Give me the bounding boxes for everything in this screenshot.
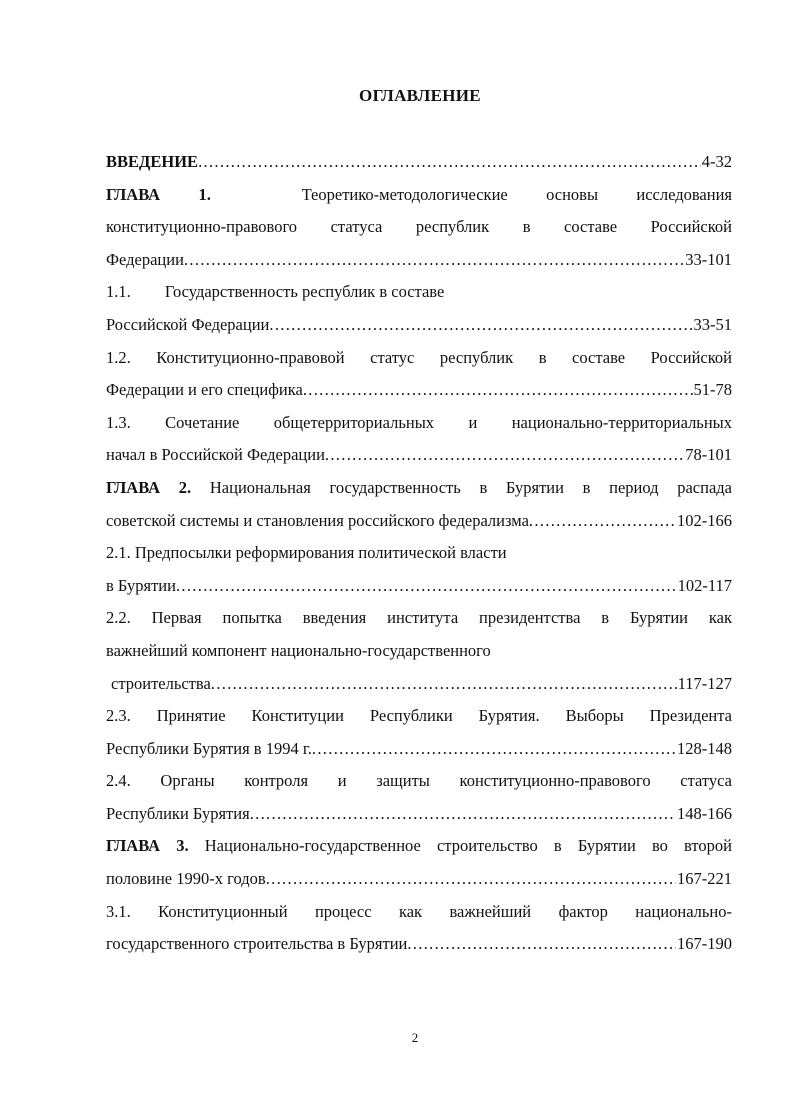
toc-entry-1-1-line2[interactable] bbox=[106, 309, 732, 342]
s24-pages: 148-166 bbox=[677, 803, 732, 823]
ch1-pages: 33-101 bbox=[685, 249, 732, 269]
toc-entry-ch1-line2 bbox=[106, 211, 732, 244]
s13-title: 1.3. Сочетание общетерриториальных и национально-территориальных bbox=[106, 412, 732, 432]
s24-title: 2.4. Органы контроля и защиты конституционно-правового статуса bbox=[106, 771, 732, 791]
dot-leader bbox=[211, 668, 677, 701]
table-of-contents bbox=[106, 146, 732, 961]
s23-pages: 128-148 bbox=[677, 738, 732, 758]
toc-entry-2-1-line2[interactable] bbox=[106, 570, 732, 603]
toc-entry-1-3-line2[interactable] bbox=[106, 439, 732, 472]
toc-entry-ch2-line1[interactable] bbox=[106, 472, 732, 505]
s21-title-end: в Бурятии bbox=[106, 575, 176, 595]
ch2-heading-end: советской системы и становления российского федерализма bbox=[106, 510, 529, 530]
toc-entry-intro[interactable] bbox=[106, 146, 732, 179]
toc-entry-2-3-line1[interactable] bbox=[106, 700, 732, 733]
s31-title: 3.1. Конституционный процесс как важнейший фактор национально- bbox=[106, 901, 732, 921]
s22-title-cont: важнейший компонент национально-государственного bbox=[106, 640, 491, 660]
s12-title: 1.2. Конституционно-правовой статус республик в составе Российской bbox=[106, 347, 732, 367]
toc-entry-2-4-line1[interactable] bbox=[106, 765, 732, 798]
s22-pages: 117-127 bbox=[677, 673, 732, 693]
ch2-heading: Национальная государственность в Бурятии в период распада bbox=[209, 477, 732, 497]
dot-leader bbox=[407, 928, 676, 961]
intro-pages: 4-32 bbox=[701, 152, 732, 171]
toc-entry-2-2-line1[interactable] bbox=[106, 602, 732, 635]
s23-title: 2.3. Принятие Конституции Республики Бурятия. Выборы Президента bbox=[106, 706, 732, 726]
dot-leader bbox=[312, 733, 676, 766]
ch3-heading-end: половине 1990-х годов bbox=[106, 869, 266, 889]
toc-entry-ch2-line2[interactable] bbox=[106, 505, 732, 538]
s12-pages: 51-78 bbox=[693, 380, 732, 400]
toc-entry-1-3-line1[interactable] bbox=[106, 407, 732, 440]
dot-leader bbox=[176, 570, 677, 603]
toc-entry-1-2-line2[interactable] bbox=[106, 374, 732, 407]
s11-title-end: Российской Федерации bbox=[106, 314, 270, 334]
s31-title-end: государственного строительства в Бурятии bbox=[106, 934, 408, 954]
dot-leader bbox=[198, 146, 701, 179]
ch3-heading: Национально-государственное строительство в Бурятии во второй bbox=[204, 836, 732, 856]
dot-leader bbox=[269, 309, 692, 342]
dot-leader bbox=[184, 244, 684, 277]
toc-entry-1-2-line1[interactable] bbox=[106, 342, 732, 375]
s24-title-end: Республики Бурятия bbox=[106, 803, 250, 823]
s31-pages: 167-190 bbox=[677, 934, 732, 954]
dot-leader bbox=[250, 798, 676, 831]
s13-pages: 78-101 bbox=[685, 445, 732, 465]
ch1-heading-cont: конституционно-правового статуса республик в составе Российской bbox=[106, 217, 732, 237]
s13-title-end: начал в Российской Федерации bbox=[106, 445, 325, 465]
ch1-label: ГЛАВА 1. bbox=[106, 184, 211, 204]
toc-entry-ch3-line1[interactable] bbox=[106, 830, 732, 863]
s12-title-end: Федерации и его специфика bbox=[106, 380, 303, 400]
s21-pages: 102-117 bbox=[677, 575, 732, 595]
dot-leader bbox=[325, 439, 684, 472]
toc-entry-1-1-line1[interactable] bbox=[106, 276, 732, 309]
toc-entry-3-1-line2[interactable] bbox=[106, 928, 732, 961]
toc-entry-2-4-line2[interactable] bbox=[106, 798, 732, 831]
toc-entry-2-2-line3[interactable] bbox=[106, 668, 732, 701]
ch3-pages: 167-221 bbox=[677, 869, 732, 889]
s21-title: 2.1. Предпосылки реформирования политической власти bbox=[106, 543, 507, 563]
s22-title: 2.2. Первая попытка введения института президентства в Бурятии как bbox=[106, 608, 732, 628]
ch3-label: ГЛАВА 3. bbox=[106, 836, 189, 856]
toc-entry-2-2-line2 bbox=[106, 635, 732, 668]
ch2-pages: 102-166 bbox=[677, 510, 732, 530]
dot-leader bbox=[303, 374, 693, 407]
s22-title-end: строительства bbox=[111, 673, 211, 693]
toc-entry-2-1-line1[interactable] bbox=[106, 537, 732, 570]
ch2-label: ГЛАВА 2. bbox=[106, 477, 192, 497]
s11-title: Государственность республик в составе bbox=[164, 282, 445, 302]
s11-number: 1.1. bbox=[106, 282, 131, 302]
ch1-heading: Теоретико-методологические основы исследования bbox=[301, 184, 732, 204]
s11-pages: 33-51 bbox=[693, 314, 732, 334]
s23-title-end: Республики Бурятия в 1994 г. bbox=[106, 738, 312, 758]
page-title: ОГЛАВЛЕНИЕ bbox=[359, 86, 481, 105]
intro-label: ВВЕДЕНИЕ bbox=[106, 152, 199, 171]
dot-leader bbox=[529, 505, 676, 538]
toc-entry-3-1-line1[interactable] bbox=[106, 896, 732, 929]
toc-entry-ch1-line3[interactable] bbox=[106, 244, 732, 277]
toc-entry-ch3-line2[interactable] bbox=[106, 863, 732, 896]
dot-leader bbox=[266, 863, 676, 896]
toc-entry-ch1-line1[interactable] bbox=[106, 179, 732, 212]
page-number: 2 bbox=[411, 1030, 419, 1045]
ch1-heading-end: Федерации bbox=[106, 249, 184, 269]
toc-entry-2-3-line2[interactable] bbox=[106, 733, 732, 766]
